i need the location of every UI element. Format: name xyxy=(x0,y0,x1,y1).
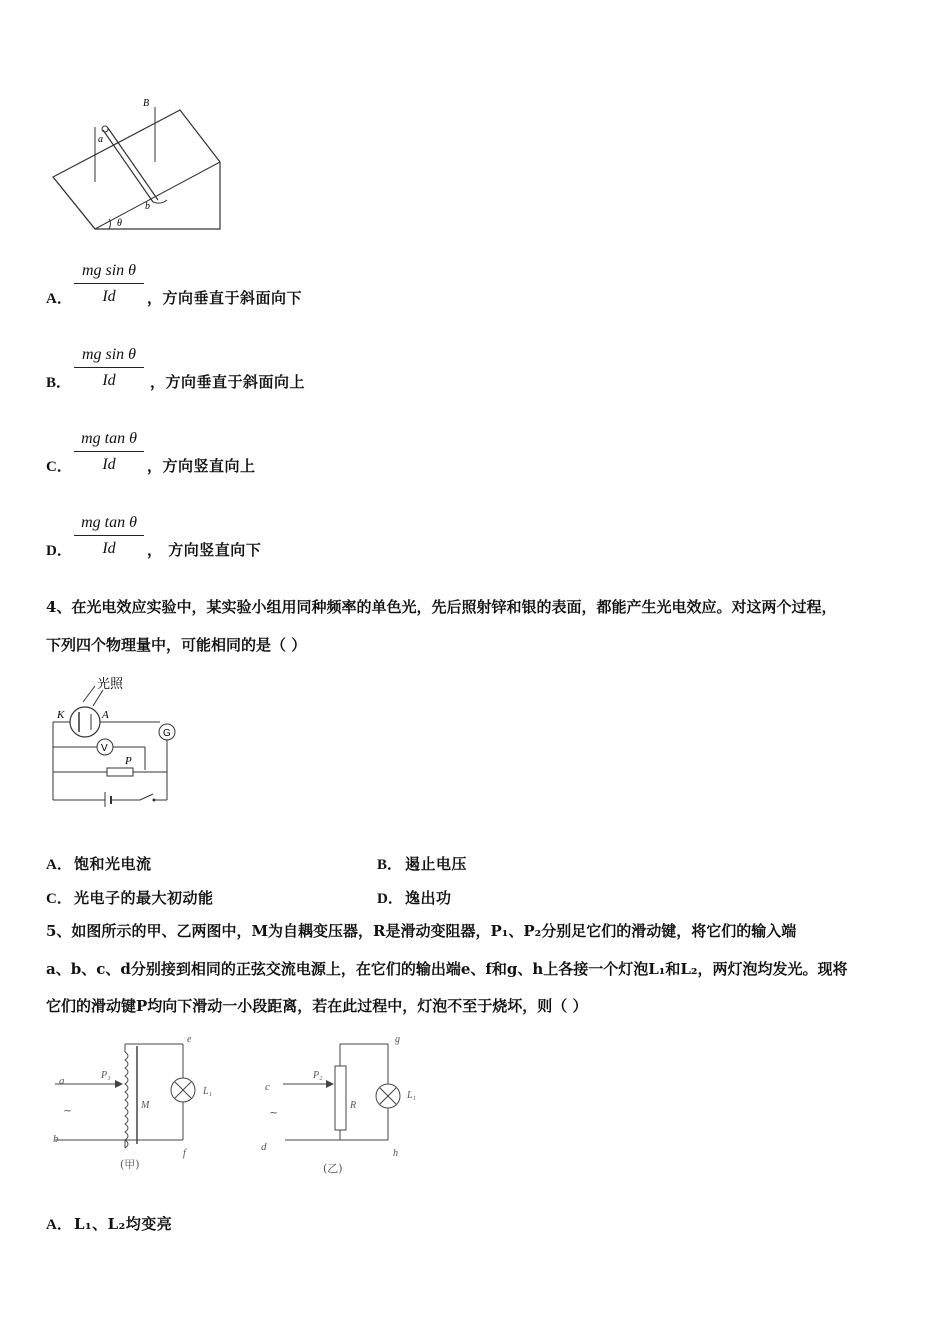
q4-stem-line1: 4、在光电效应实验中，某实验小组用同种频率的单色光，先后照射锌和银的表面，都能产生光电效应。对这两个过程， xyxy=(46,598,837,616)
fig-b-label: (乙) xyxy=(323,1162,343,1175)
formula-fraction xyxy=(74,262,144,306)
svg-text:L₁: L₁ xyxy=(203,1086,213,1097)
q5-stem-line1: 5、如图所示的甲、乙两图中，M为自耦变压器，R是滑动变阻器，P₁、P₂分别足它们的滑动键，将它们的输入端 xyxy=(46,922,797,940)
svg-text:V: V xyxy=(101,743,108,754)
rheostat-figure xyxy=(255,1032,440,1177)
svg-text:L₁: L₁ xyxy=(407,1090,417,1101)
svg-text:d: d xyxy=(261,1141,267,1153)
formula-fraction xyxy=(74,430,144,474)
numerator: mg sin θ xyxy=(74,262,144,284)
option-letter: A． xyxy=(46,1217,72,1233)
numerator: mg tan θ xyxy=(74,514,144,536)
svg-text:P: P xyxy=(125,755,132,767)
option-text: ，方向垂直于斜面向下 xyxy=(147,289,303,307)
option-text: 光电子的最大初动能 xyxy=(74,889,214,907)
denominator: Id xyxy=(102,288,116,305)
svg-text:G: G xyxy=(163,728,171,739)
svg-text:~: ~ xyxy=(269,1106,279,1119)
svg-text:P₁: P₁ xyxy=(101,1070,111,1081)
option-text: 遏止电压 xyxy=(405,855,468,873)
option-letter: D． xyxy=(377,891,403,907)
svg-text:M: M xyxy=(141,1100,150,1111)
svg-text:f: f xyxy=(183,1148,186,1159)
svg-text:a: a xyxy=(98,134,103,145)
option-text: 逸出功 xyxy=(405,889,452,907)
q5-stem-line2: a、b、c、d分别接到相同的正弦交流电源上，在它们的输出端e、f和g、h上各接一个灯泡L₁和L₂，两灯泡均发光。现将 xyxy=(46,960,848,978)
option-text: ， 方向竖直向下 xyxy=(147,541,262,559)
option-letter: A． xyxy=(46,857,72,873)
svg-text:~: ~ xyxy=(63,1104,73,1117)
svg-text:a: a xyxy=(59,1075,65,1087)
svg-text:b: b xyxy=(53,1133,59,1145)
numerator: mg tan θ xyxy=(74,430,144,452)
svg-text:K: K xyxy=(57,709,65,721)
option-letter: D． xyxy=(46,543,72,559)
denominator: Id xyxy=(102,540,116,557)
svg-text:θ: θ xyxy=(117,218,122,229)
svg-text:e: e xyxy=(187,1034,192,1045)
option-text: 饱和光电流 xyxy=(74,855,152,873)
fig-a-label: (甲) xyxy=(120,1158,140,1171)
option-letter: C． xyxy=(46,891,72,907)
svg-text:R: R xyxy=(350,1100,357,1111)
formula-fraction xyxy=(74,514,144,558)
svg-text:g: g xyxy=(395,1034,400,1045)
svg-text:b: b xyxy=(145,201,150,212)
svg-text:P₂: P₂ xyxy=(313,1070,323,1081)
svg-text:c: c xyxy=(265,1081,270,1093)
option-letter: B． xyxy=(46,375,72,391)
svg-text:A: A xyxy=(102,709,109,721)
denominator: Id xyxy=(102,456,116,473)
option-text: ，方向竖直向上 xyxy=(147,457,256,475)
light-label: 光照 xyxy=(97,677,124,692)
svg-text:B: B xyxy=(143,98,150,109)
option-text: L₁、L₂均变亮 xyxy=(74,1215,173,1233)
option-text: ，方向垂直于斜面向上 xyxy=(150,373,306,391)
denominator: Id xyxy=(102,372,116,389)
q4-stem-line2: 下列四个物理量中，可能相同的是（ ） xyxy=(46,636,307,654)
incline-figure xyxy=(45,92,235,237)
autotransformer-figure xyxy=(45,1032,235,1177)
formula-fraction xyxy=(74,346,144,390)
photoelectric-circuit-figure xyxy=(45,672,190,807)
option-letter: C． xyxy=(46,459,72,475)
option-letter: A． xyxy=(46,291,72,307)
svg-text:h: h xyxy=(393,1148,398,1159)
option-letter: B． xyxy=(377,857,403,873)
q5-stem-line3: 它们的滑动键P均向下滑动一小段距离，若在此过程中，灯泡不至于烧坏，则（ ） xyxy=(46,997,588,1015)
numerator: mg sin θ xyxy=(74,346,144,368)
